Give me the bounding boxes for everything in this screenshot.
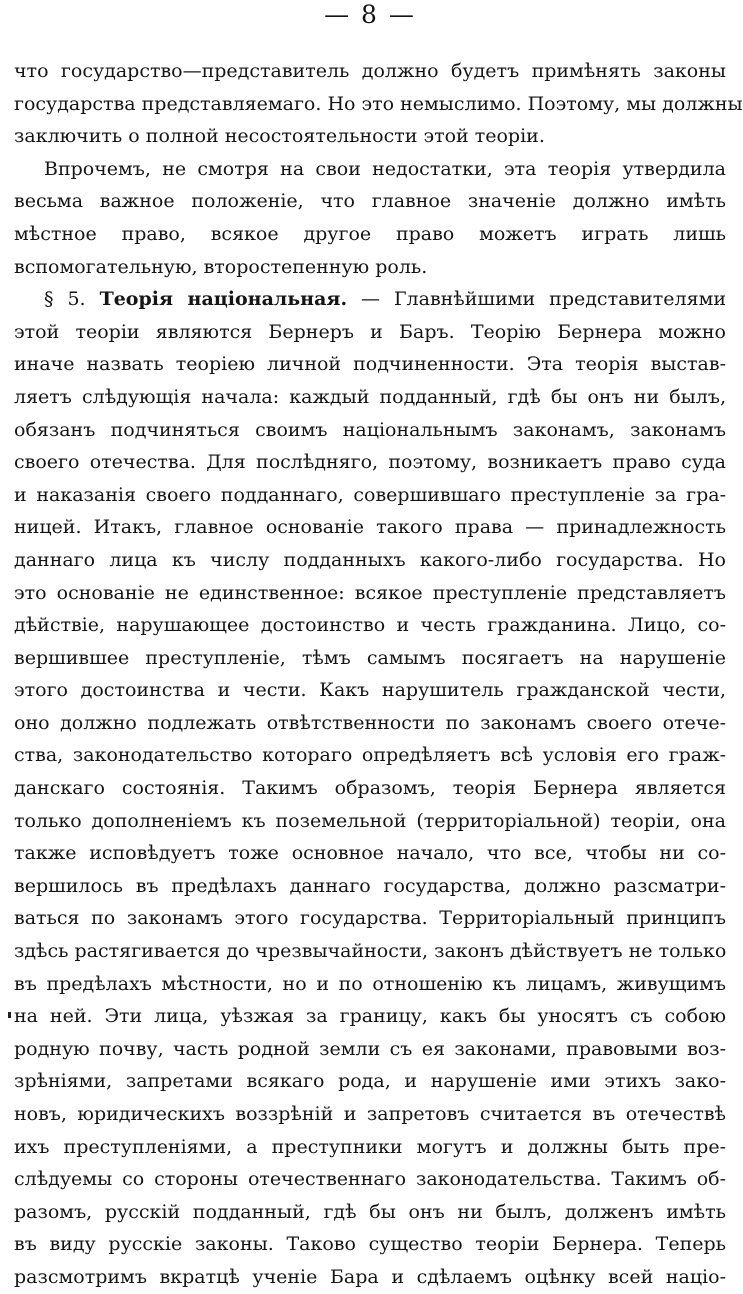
text-line: этого достоинства и чести. Какъ нарушитель гражданской чести, bbox=[14, 679, 726, 702]
text-line: ваться по законамъ этого государства. Территоріальный принципъ bbox=[14, 907, 726, 930]
margin-ink-mark bbox=[8, 1012, 11, 1018]
text-line: данскаго состоянія. Такимъ образомъ, теорія Бернера является bbox=[14, 777, 726, 800]
text-line: Впрочемъ, не смотря на свои недостатки, эта теорія утвердила bbox=[44, 157, 726, 180]
text-line: зрѣніями, запретами всякаго рода, и нарушеніе ими этихъ зако- bbox=[14, 1070, 726, 1093]
text-line: мѣстное право, всякое другое право можетъ играть лишь bbox=[14, 222, 726, 245]
book-page bbox=[14, 0, 743, 1288]
text-line: дѣйствіе, нарушающее достоинство и честь гражданина. Лицо, со- bbox=[14, 614, 726, 637]
text-line: разсмотримъ вкратцѣ ученіе Бара и сдѣлаемъ оцѣнку всей націо- bbox=[14, 1265, 726, 1288]
section-number: § 5. bbox=[44, 288, 86, 311]
paragraph-3 bbox=[14, 283, 726, 1293]
text-line: своего отечества. Для послѣдняго, поэтому, возникаетъ право суда bbox=[14, 451, 726, 474]
text-line: это основаніе не единственное: всякое преступленіе представляетъ bbox=[14, 581, 726, 604]
text-line: этой теоріи являются Бернеръ и Баръ. Теорію Бернера можно bbox=[14, 320, 726, 343]
text-line: заключить о полной несостоятельности этой теоріи. bbox=[14, 125, 545, 148]
paragraph-2 bbox=[14, 153, 726, 283]
text-line: вершилось въ предѣлахъ даннаго государства, должно разсматри- bbox=[14, 874, 726, 897]
text-line: даннаго лица къ числу подданныхъ какого-либо государства. Но bbox=[14, 548, 726, 571]
text-line: оно должно подлежать отвѣтственности по законамъ своего отече- bbox=[14, 711, 726, 734]
paragraph-1 bbox=[14, 55, 743, 153]
text-line: родную почву, часть родной земли съ ея законами, правовыми воз- bbox=[14, 1037, 726, 1060]
text-line: въ предѣлахъ мѣстности, но и по отношенію къ лицамъ, живущимъ bbox=[14, 972, 726, 995]
text-line: государства представляемаго. Но это немыслимо. Поэтому, мы должны bbox=[14, 92, 743, 115]
text-line: ихъ преступленіями, а преступники могутъ и должны быть пре- bbox=[14, 1135, 726, 1158]
text-line: только дополненіемъ къ поземельной (территоріальной) теоріи, она bbox=[14, 809, 726, 832]
text-line: что государство—представитель должно будетъ примѣнять законы bbox=[14, 60, 726, 82]
text-line: ляетъ слѣдующія начала: каждый подданный, гдѣ бы онъ ни былъ, bbox=[14, 385, 726, 408]
text-line: также исповѣдуетъ тоже основное начало, что все, чтобы ни со- bbox=[14, 842, 726, 865]
text-line: и наказанія своего подданнаго, совершившаго преступленіе за гра- bbox=[14, 483, 726, 506]
section-heading-line bbox=[14, 283, 726, 316]
text-line: здѣсь растягивается до чрезвычайности, законъ дѣйствуетъ не только bbox=[14, 940, 727, 963]
text-line: вспомогательную, второстепенную роль. bbox=[14, 255, 428, 278]
text-line: ницей. Итакъ, главное основаніе такого права — принадлежность bbox=[14, 516, 726, 539]
text-line: иначе назвать теоріею личной подчиненности. Эта теорія выстав- bbox=[14, 353, 726, 376]
text-line: новъ, юридическихъ воззрѣній и запретовъ считается въ отечествѣ bbox=[14, 1103, 726, 1125]
text-line: — Главнѣйшими представителями bbox=[347, 288, 727, 311]
text-line: ства, законодательство котораго опредѣляетъ всѣ условія его граж- bbox=[14, 744, 726, 767]
text-line: въ виду русскіе законы. Таково существо теоріи Бернера. Теперь bbox=[14, 1233, 726, 1256]
text-line: весьма важное положеніе, что главное значеніе должно имѣть bbox=[14, 190, 726, 213]
text-line: вершившее преступленіе, тѣмъ самымъ посягаетъ на нарушеніе bbox=[14, 646, 726, 669]
page-number: — 8 — bbox=[324, 0, 416, 29]
text-line: слѣдуемы со стороны отечественнаго законодательства. Такимъ об- bbox=[14, 1168, 726, 1191]
text-line: обязанъ подчиняться своимъ національнымъ законамъ, законамъ bbox=[14, 418, 726, 441]
text-line: разомъ, русскій подданный, гдѣ бы онъ ни былъ, долженъ имѣть bbox=[14, 1200, 726, 1223]
text-line: на ней. Эти лица, уѣзжая за границу, какъ бы уносятъ съ собою bbox=[14, 1005, 726, 1028]
section-title: Теорія національная. bbox=[99, 288, 348, 311]
